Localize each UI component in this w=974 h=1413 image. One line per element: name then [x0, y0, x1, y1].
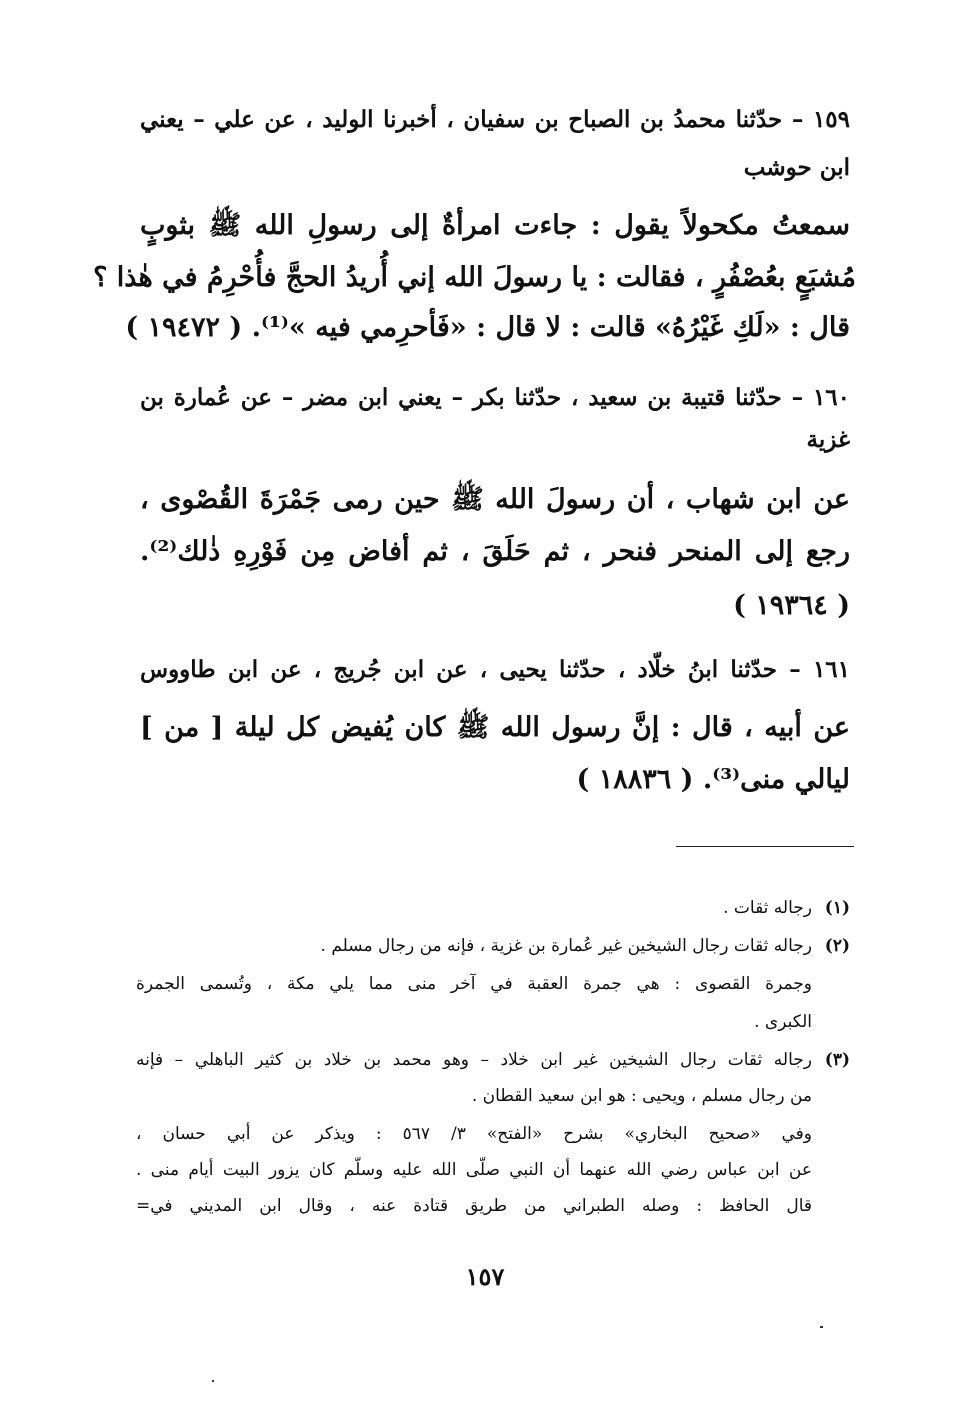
footnote-3-text-line3: وفي «صحيح البخاري» بشرح «الفتح» ٣/ ٥٦٧ : ويذكر عن أبي حسان ،: [136, 1124, 812, 1144]
footnote-2-number: (٢): [824, 936, 850, 956]
footnote-3-text-line5: قال الحافظ : وصله الطبراني من طريق قتادة عنه ، وقال ابن المديني في=: [136, 1196, 812, 1216]
hadith-159-isnad-line1: ١٥٩ – حدّثنا محمدُ بن الصباح بن سفيان ، أخبرنا الوليد ، عن علي – يعني: [140, 106, 850, 133]
hadith-160-matn-line2: رجع إلى المنحر فنحر ، ثم حَلَقَ ، ثم أفاض مِن فَوْرِهِ ذٰلك⁽²⁾.: [140, 536, 850, 567]
hadith-160-isnad-line1: ١٦٠ – حدّثنا قتيبة بن سعيد ، حدّثنا بكر – يعني ابن مضر – عن عُمارة بن: [140, 384, 850, 411]
hadith-161-matn-line2: ليالي منى⁽³⁾. ( ١٨٨٣٦ ): [576, 764, 850, 795]
hadith-160-matn-line1: عن ابن شهاب ، أن رسولَ الله ﷺ حين رمى جَمْرَةَ القُصْوى ،: [140, 484, 850, 515]
hadith-160-matn-line3: ( ١٩٣٦٤ ): [733, 590, 850, 621]
hadith-159-isnad-line2: ابن حوشب: [743, 154, 850, 181]
footnote-2-text-line1: رجاله ثقات رجال الشيخين غير عُمارة بن غزية ، فإنه من رجال مسلم .: [320, 936, 812, 956]
footnote-2-text-line3: الكبرى .: [754, 1012, 812, 1032]
footnote-3-text-line1: رجاله ثقات رجال الشيخين غير ابن خلاد – وهو محمد بن خلاد بن كثير الباهلي – فإنه: [136, 1050, 812, 1070]
hadith-161-matn-line1: عن أبيه ، قال : إنَّ رسول الله ﷺ كان يُفيض كل ليلة [ من ]: [140, 712, 850, 743]
footnote-3-number: (٣): [824, 1050, 850, 1070]
footnote-1-number: (١): [824, 898, 850, 918]
hadith-159-matn-line1: سمعتُ مكحولاً يقول : جاءت امرأةٌ إلى رسولِ الله ﷺ بثوبٍ: [140, 210, 850, 241]
hadith-161-isnad-line1: ١٦١ – حدّثنا ابنُ خلّاد ، حدّثنا يحيى ، عن ابن جُريج ، عن ابن طاووس: [140, 656, 850, 683]
footnote-separator: [676, 846, 854, 847]
footnote-3-text-line2: من رجال مسلم ، ويحيى : هو ابن سعيد القطان .: [471, 1086, 812, 1106]
hadith-159-matn-line2: مُشبَعٍ بعُصْفُرٍ ، فقالت : يا رسولَ الله إني أُريدُ الحجَّ فأُحْرِمُ في هٰذا ؟: [93, 262, 856, 293]
page-number: ١٥٧: [465, 1262, 505, 1291]
hadith-160-isnad-line2: غزية: [806, 426, 850, 453]
footnote-1-text: رجاله ثقات .: [723, 898, 812, 918]
hadith-159-matn-line3: قال : «لَكِ غَيْرُهُ» قالت : لا قال : «فَأحرِمي فيه »⁽¹⁾. ( ١٩٤٧٢ ): [125, 312, 850, 343]
footnote-2-text-line2: وجمرة القصوى : هي جمرة العقبة في آخر منى مما يلي مكة ، وتُسمى الجمرة: [136, 974, 812, 994]
footnote-3-text-line4: عن ابن عباس رضي الله عنهما أن النبي صلّى الله عليه وسلّم كان يزور البيت أيام منى .: [136, 1160, 812, 1180]
scan-speck: [212, 1380, 214, 1382]
scan-speck: [820, 1326, 823, 1328]
